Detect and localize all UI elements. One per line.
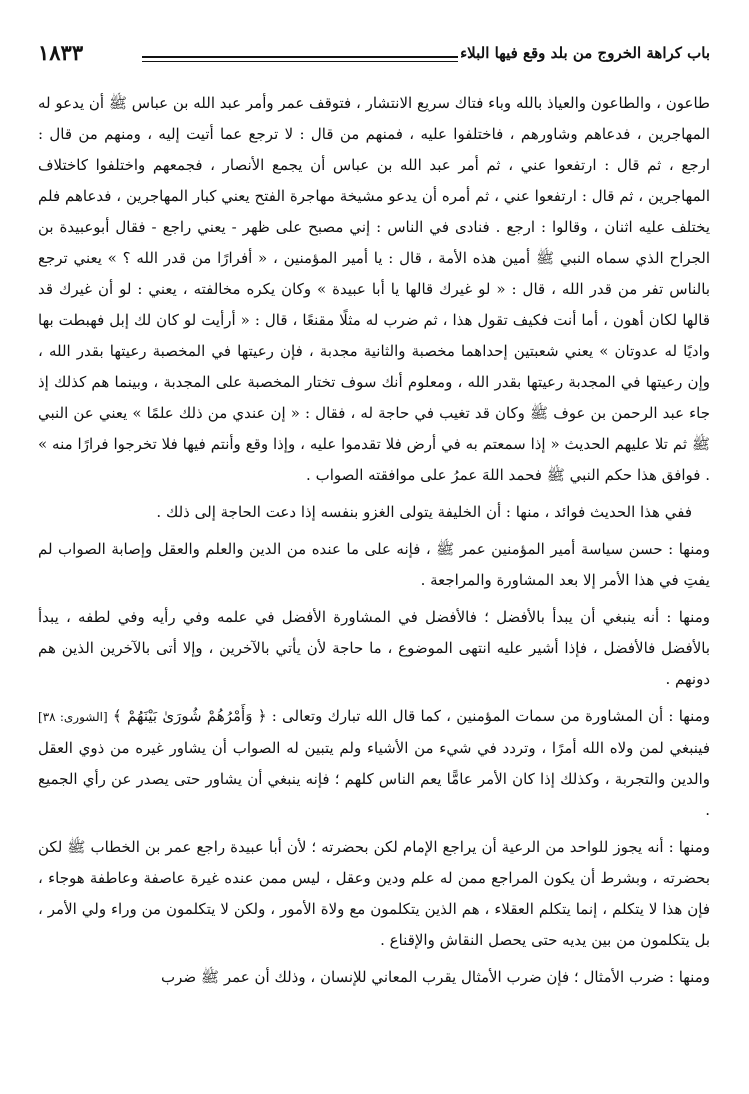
page-header [38,40,710,74]
page-body [38,88,710,999]
ayah-reference: [الشورى: ٣٨] [38,710,108,724]
benefit-4-intro: ومنها : أن المشاورة من سمات المؤمنين ، كما قال الله تبارك وتعالى : ﴿ وَأَمْرُهُمْ شُورَىٰ بَيْنَهُمْ ﴾ [112,707,710,725]
header-rule [142,56,458,62]
chapter-title: باب كراهة الخروج من بلد وقع فيها البلاء [460,44,710,62]
page-number: ١٨٣٣ [38,40,84,65]
paragraph-benefit-4 [38,701,710,826]
paragraph-benefit-6: ومنها : ضرب الأمثال ؛ فإن ضرب الأمثال يقرب المعاني للإنسان ، وذلك أن عمر ﷺ ضرب [161,968,710,986]
benefit-4-body: فينبغي لمن ولاه الله أمرًا ، وتردد في شيء من الأشياء ولم يتبين له الصواب أن يشاور غيره من ذوي العقل والدين والتجربة ، وكذلك إذا كان الأمر عامًّا يعم الناس كلهم ؛ فإنه ينبغي أن يشاور حتى يصدر عن رأي الجميع . [38,739,710,819]
paragraph-benefit-3: ومنها : أنه ينبغي أن يبدأ بالأفضل ؛ فالأفضل في المشاورة الأفضل في علمه وفي رأيه وفي لطفه ، يبدأ بالأفضل فالأفضل ، فإذا أشير عليه انتهى الموضوع ، ما حاجة لأن يأتي بالآخرين ، وإلا أتى بالآخرين الذين هم دونهم . [38,608,710,688]
paragraph-benefit-5: ومنها : أنه يجوز للواحد من الرعية أن يراجع الإمام لكن بحضرته ؛ لأن أبا عبيدة راجع عمر بن الخطاب ﷺ لكن بحضرته ، وبشرط أن يكون المراجع ممن له علم ودين وعقل ، ليس ممن عنده غيرة عاصفة وعاطفة هوجاء ، فإن هذا لا يتكلم ، إنما يتكلم العقلاء ، هم الذين يتكلمون مع ولاة الأمور ، ولكن لا يتكلمون من وراء ولي الأمر ، بل يتكلمون من بين يديه حتى يحصل النقاش والإقناع . [38,838,710,949]
paragraph-hadith-story: طاعون ، والطاعون والعياذ بالله وباء فتاك سريع الانتشار ، فتوقف عمر وأمر عبد الله بن عباس ﷺ أن يدعو له المهاجرين ، فدعاهم وشاورهم ، فاختلفوا عليه ، فمنهم من قال : لا ترجع عما أتيت إليه ، ومنهم من قال : ارجع ، ثم قال : ارتفعوا عني ، ثم أمر عبد الله بن عباس أن يجمع الأنصار ، فجمعهم واختلفوا كاختلاف المهاجرين ، ثم قال : ارتفعوا عني ، ثم أمره أن يدعو مشيخة مهاجرة الفتح يعني كبار المهاجرين ، فدعاهم فلم يختلف عليه اثنان ، وقالوا : ارجع . فنادى في الناس : إني مصبح على ظهر - يعني راجع - فقال أبوعبيدة بن الجراح الذي سماه النبي ﷺ أمين هذه الأمة ، قال : يا أمير المؤمنين ، « أفرارًا من قدر الله ؟ » يعني ترجع بالناس تفر من قدر الله ، قال : « لو غيرك قالها يا أبا عبيدة » وكان يكره مخالفته ، يعني : لو أن غيرك قد قالها لكان أهون ، أما أنت فكيف تقول هذا ، ثم ضرب له مثلًا مقنعًا ، قال : « أرأيت لو كان لك إبل فهبطت بها واديًا له عدوتان » يعني شعبتين إحداهما مخصبة والثانية مجدبة ، فإن رعيتها في المخصبة رعيتها بقدر الله ، وإن رعيتها في المجدبة رعيتها بقدر الله ، ومعلوم أنك سوف تختار المخصبة على المجدبة ، وبينما هم كذلك إذ جاء عبد الرحمن بن عوف ﷺ وكان قد تغيب في حاجة له ، فقال : « إن عندي من ذلك علمًا » يعني عن النبي ﷺ ثم تلا عليهم الحديث « إذا سمعتم به في أرض فلا تقدموا عليه ، وإذا وقع وأنتم فيها فلا تخرجوا فرارًا منه » . فوافق هذا حكم النبي ﷺ فحمد اللهَ عمرُ على موافقته الصواب . [38,94,710,484]
paragraph-benefit-2: ومنها : حسن سياسة أمير المؤمنين عمر ﷺ ، فإنه على ما عنده من الدين والعلم والعقل وإصابة الصواب لم يفتِ في هذا الأمر إلا بعد المشاورة والمراجعة . [38,540,710,589]
paragraph-benefit-1: ففي هذا الحديث فوائد ، منها : أن الخليفة يتولى الغزو بنفسه إذا دعت الحاجة إلى ذلك . [156,503,692,521]
